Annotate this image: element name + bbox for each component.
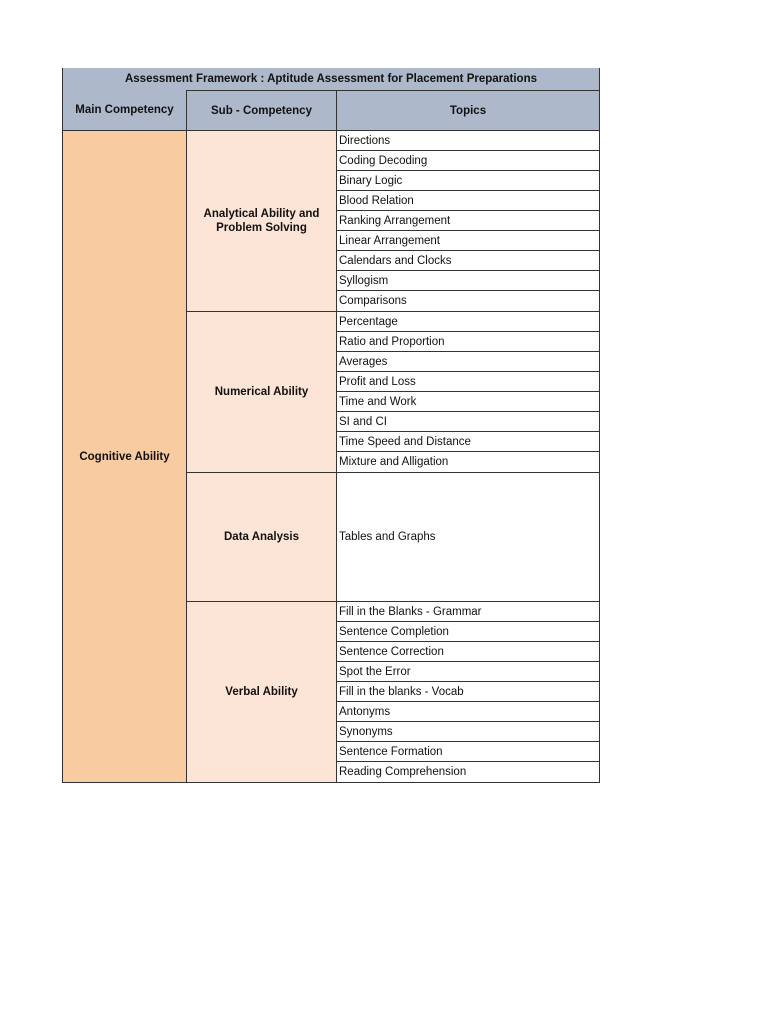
sub-competency-groups [187, 131, 599, 782]
sub-competency-group [187, 602, 599, 782]
topic-cell: Ranking Arrangement [337, 211, 599, 231]
topic-list [337, 602, 599, 782]
topic-cell: Sentence Completion [337, 622, 599, 642]
topic-cell: Binary Logic [337, 171, 599, 191]
topic-list [337, 131, 599, 311]
sub-competency-cell: Verbal Ability [187, 602, 337, 782]
sub-competency-cell: Data Analysis [187, 473, 337, 601]
topic-cell: Fill in the Blanks - Grammar [337, 602, 599, 622]
topic-cell: Comparisons [339, 295, 407, 307]
header-main-competency: Main Competency [63, 90, 187, 130]
topic-cell: Percentage [337, 312, 599, 332]
topic-cell: Profit and Loss [337, 372, 599, 392]
topic-cell: Averages [337, 352, 599, 372]
topic-cell: Ratio and Proportion [337, 332, 599, 352]
sub-competency-group [187, 312, 599, 473]
topic-cell: Fill in the blanks - Vocab [337, 682, 599, 702]
topic-cell: Linear Arrangement [337, 231, 599, 251]
topic-cell: Calendars and Clocks [337, 251, 599, 271]
main-competency-cell: Cognitive Ability [63, 131, 187, 782]
sub-competency-cell: Numerical Ability [187, 312, 337, 472]
header-topics: Topics [337, 90, 599, 130]
assessment-table [62, 68, 600, 783]
topic-cell: Directions [337, 131, 599, 151]
sub-competency-cell: Analytical Ability and Problem Solving [187, 131, 337, 311]
table-body [62, 131, 600, 783]
table-title: Assessment Framework : Aptitude Assessment for Placement Preparations [62, 68, 600, 90]
topic-cell: Tables and Graphs [339, 531, 436, 543]
sub-competency-group [187, 131, 599, 312]
topic-cell: Spot the Error [337, 662, 599, 682]
topic-cell: Sentence Formation [337, 742, 599, 762]
topic-list [337, 312, 599, 472]
topic-cell: SI and CI [337, 412, 599, 432]
topic-list [337, 473, 599, 601]
sub-competency-group [187, 473, 599, 602]
topic-cell: Reading Comprehension [339, 766, 467, 778]
header-sub-competency: Sub - Competency [187, 90, 337, 130]
topic-cell: Mixture and Alligation [339, 456, 449, 468]
topic-cell: Time and Work [337, 392, 599, 412]
topic-cell: Coding Decoding [337, 151, 599, 171]
header-row [62, 90, 600, 131]
topic-cell: Antonyms [337, 702, 599, 722]
topic-cell: Time Speed and Distance [337, 432, 599, 452]
topic-cell: Blood Relation [337, 191, 599, 211]
topic-cell: Synonyms [337, 722, 599, 742]
topic-cell: Sentence Correction [337, 642, 599, 662]
topic-cell: Syllogism [337, 271, 599, 291]
